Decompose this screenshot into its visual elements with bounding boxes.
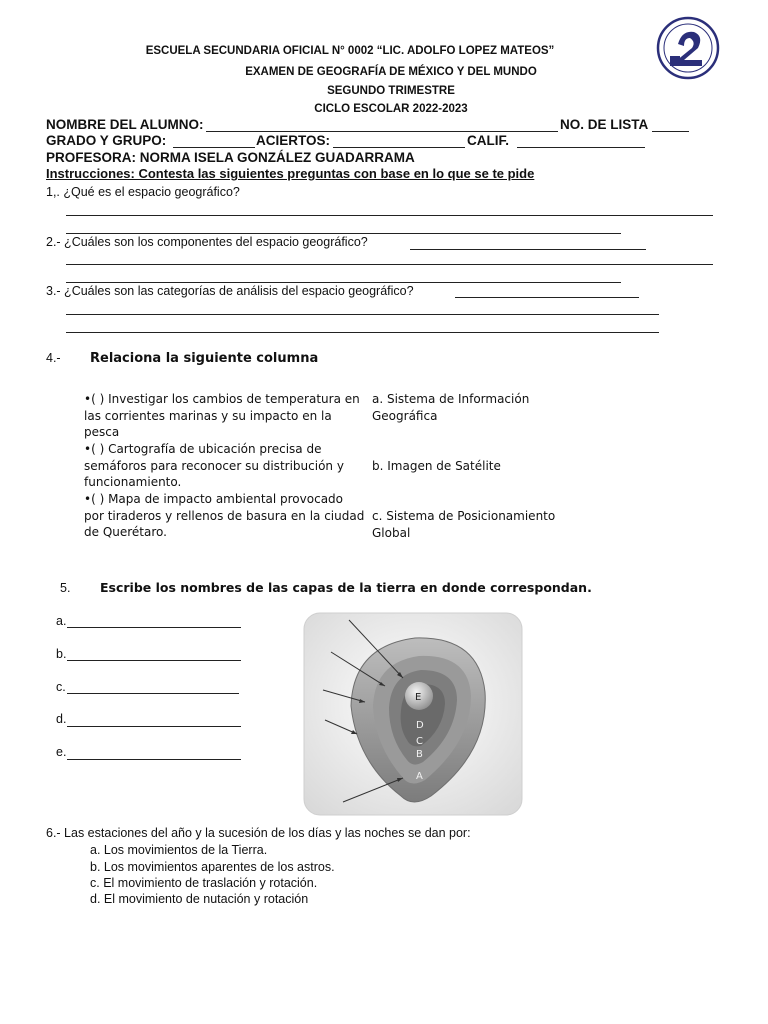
school-cycle: CICLO ESCOLAR 2022-2023 <box>314 103 468 115</box>
match-left-item-1[interactable]: •( ) Investigar los cambios de temperatura en las corrientes marinas y su impacto en la pesca <box>84 392 360 439</box>
layer-label-c: c. <box>56 680 66 694</box>
answer-line[interactable] <box>66 215 713 216</box>
layer-label-a: a. <box>56 614 67 628</box>
question-4-number: 4.- <box>46 351 61 365</box>
list-number-line[interactable] <box>652 131 689 132</box>
match-left-item-3[interactable]: •( ) Mapa de impacto ambiental provocado por tiraderos y rellenos de basura en la ciudad de Querétaro. <box>84 492 365 539</box>
layer-label-e: e. <box>56 745 67 759</box>
grade-group-line[interactable] <box>173 147 255 148</box>
diagram-label-b: B <box>416 749 423 760</box>
answer-line[interactable] <box>455 297 639 298</box>
answer-line[interactable] <box>66 264 713 265</box>
school-name: ESCUELA SECUNDARIA OFICIAL N° 0002 “LIC. ADOLFO LOPEZ MATEOS” <box>145 45 555 57</box>
diagram-label-d: D <box>416 720 424 731</box>
hits-label: ACIERTOS: <box>256 133 331 148</box>
school-logo <box>656 16 720 80</box>
diagram-label-a: A <box>416 771 423 782</box>
answer-line[interactable] <box>66 233 621 234</box>
q6-option-d[interactable]: d. El movimiento de nutación y rotación <box>90 892 309 906</box>
q6-option-c[interactable]: c. El movimiento de traslación y rotación. <box>90 876 318 890</box>
layer-answer-line[interactable] <box>67 759 241 760</box>
layer-answer-line[interactable] <box>67 726 241 727</box>
question-4-title: Relaciona la siguiente columna <box>90 351 319 366</box>
exam-title: EXAMEN DE GEOGRAFÍA DE MÉXICO Y DEL MUNDO <box>245 66 537 78</box>
diagram-label-e: E <box>415 692 422 703</box>
student-name-line[interactable] <box>206 131 558 132</box>
score-line[interactable] <box>517 147 645 148</box>
student-name-label: NOMBRE DEL ALUMNO: <box>46 117 204 132</box>
match-left-item-2[interactable]: •( ) Cartografía de ubicación precisa de semáforos para reconocer su distribución y funcionamiento. <box>84 442 344 489</box>
layer-label-b: b. <box>56 647 67 661</box>
question-1: 1,. ¿Qué es el espacio geográfico? <box>46 185 240 199</box>
q6-option-b[interactable]: b. Los movimientos aparentes de los astros. <box>90 860 335 874</box>
layer-answer-line[interactable] <box>67 693 239 694</box>
question-2: 2.- ¿Cuáles son los componentes del espacio geográfico? <box>46 235 368 249</box>
term: SEGUNDO TRIMESTRE <box>327 85 455 97</box>
layer-answer-line[interactable] <box>67 660 241 661</box>
answer-line[interactable] <box>66 314 659 315</box>
score-label: CALIF. <box>467 133 509 148</box>
q6-option-a[interactable]: a. Los movimientos de la Tierra. <box>90 843 268 857</box>
question-5-number: 5. <box>60 581 71 595</box>
instructions: Instrucciones: Contesta las siguientes preguntas con base en lo que se te pide <box>46 166 535 181</box>
list-number-label: NO. DE LISTA <box>560 117 649 132</box>
diagram-label-c: C <box>416 736 423 747</box>
match-right-item-c: c. Sistema de Posicionamiento Global <box>372 509 556 540</box>
answer-line[interactable] <box>66 282 621 283</box>
match-right-item-b: b. Imagen de Satélite <box>372 459 501 473</box>
question-5-title: Escribe los nombres de las capas de la tierra en donde correspondan. <box>100 580 592 595</box>
match-right-item-a: a. Sistema de Información Geográfica <box>372 392 530 423</box>
question-6: 6.- Las estaciones del año y la sucesión de los días y las noches se dan por: <box>46 826 471 840</box>
grade-group-label: GRADO Y GRUPO: <box>46 133 167 148</box>
answer-line[interactable] <box>410 249 646 250</box>
question-3: 3.- ¿Cuáles son las categorías de análisis del espacio geográfico? <box>46 284 414 298</box>
teacher-name: PROFESORA: NORMA ISELA GONZÁLEZ GUADARRAMA <box>46 150 415 165</box>
answer-line[interactable] <box>66 332 659 333</box>
layer-answer-line[interactable] <box>67 627 241 628</box>
earth-layers-diagram <box>303 612 523 816</box>
layer-label-d: d. <box>56 712 67 726</box>
hits-line[interactable] <box>333 147 465 148</box>
